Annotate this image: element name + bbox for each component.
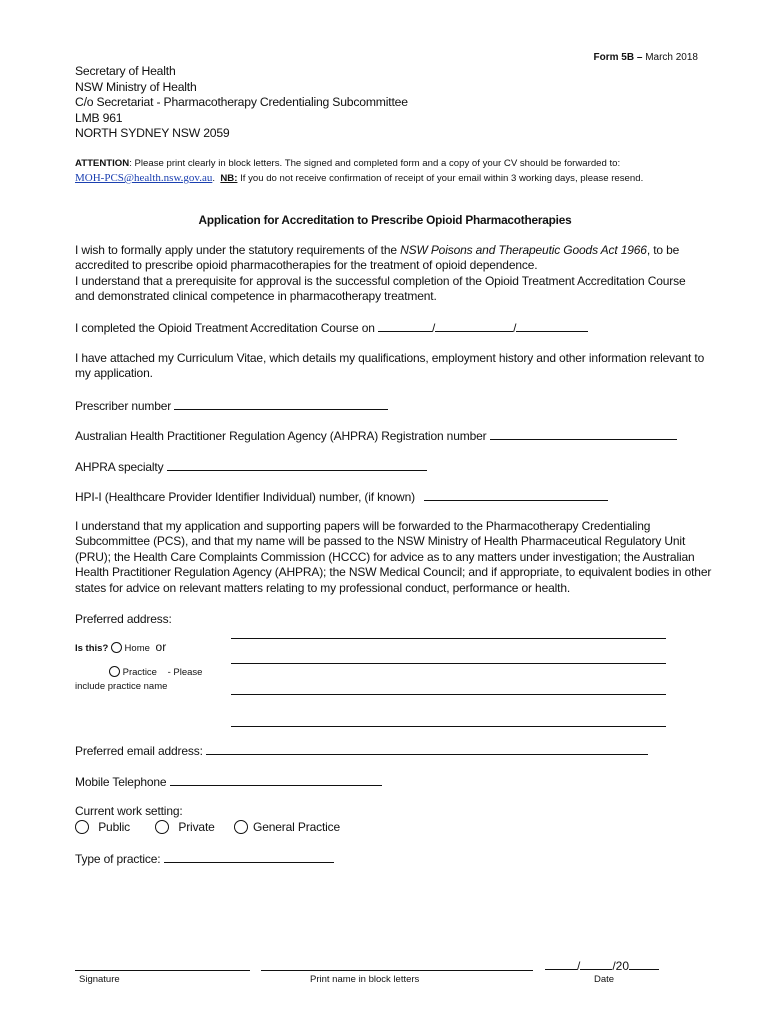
nb-text: If you do not receive confirmation of receipt of your email within 3 working days, please resend. — [237, 173, 644, 184]
prescriber-number-field[interactable] — [174, 398, 388, 410]
include-practice-name: include practice name — [75, 681, 168, 692]
email-row — [75, 743, 705, 759]
email-field[interactable] — [206, 743, 648, 755]
public-label: Public — [98, 820, 130, 834]
intro-line1-post: , to be accredited to prescribe opioid pharmacotherapies for the treatment of opioid dependence. — [75, 243, 680, 273]
intro-line2: I understand that a prerequisite for approval is the successful completion of the Opioid Treatment Accreditation Course and demonstrated clinical competence in pharmacotherapy treatment. — [75, 273, 686, 304]
course-month-field[interactable] — [435, 320, 513, 332]
address-line-3: C/o Secretariat - Pharmacotherapy Credentialing Subcommittee — [75, 95, 408, 109]
date-year-field[interactable] — [629, 958, 659, 970]
consent-paragraph: I understand that my application and supporting papers will be forwarded to the Pharmacotherapy Credentialing Subcommittee (PCS), and that my name will be passed to the NSW Ministry of Health Pharmaceutical Regulatory Unit (PRU); the Health Care Complaints Commission (HCCC) for advice as to any matters under investigation; the Australian Health Practitioner Regulation Agency (AHPRA); the NSW Medical Council; and if appropriate, to equivalent bodies in other states for advice on relevant matters relating to my professional conduct, performance or health. — [75, 519, 712, 595]
nb-label: NB: — [220, 173, 238, 184]
cv-statement: I have attached my Curriculum Vitae, which details my qualifications, employment history and other information relevant to my application. — [75, 351, 705, 381]
ahpra-registration-label: Australian Health Practitioner Regulation Agency (AHPRA) Registration number — [75, 429, 487, 443]
preferred-address-label: Preferred address: — [75, 612, 172, 626]
ahpra-registration-row — [75, 428, 705, 444]
date-label: Date — [594, 974, 615, 985]
work-setting-options — [75, 820, 705, 835]
address-type-row-practice — [109, 666, 202, 678]
general-practice-radio[interactable] — [234, 820, 248, 834]
intro-line1-pre: I wish to formally apply under the statutory requirements of the — [75, 243, 401, 257]
pcs-email-link[interactable]: MOH-PCS@health.nsw.gov.au — [75, 172, 213, 184]
hpi-i-row — [75, 489, 705, 505]
date-year-prefix: /20 — [612, 959, 630, 973]
email-label: Preferred email address: — [75, 744, 203, 758]
print-name-label: Print name in block letters — [310, 974, 420, 985]
address-line-5: NORTH SYDNEY NSW 2059 — [75, 126, 230, 140]
form-label: Form 5B – — [593, 52, 643, 63]
address-line-field-4[interactable] — [231, 726, 666, 727]
type-of-practice-label: Type of practice: — [75, 852, 161, 866]
recipient-address — [75, 64, 408, 142]
course-completed-label: I completed the Opioid Treatment Accreditation Course on — [75, 321, 375, 335]
hpi-i-field[interactable] — [424, 489, 608, 501]
address-line-field-3[interactable] — [231, 694, 666, 695]
form-title: Application for Accreditation to Prescribe Opioid Pharmacotherapies — [198, 213, 572, 227]
attention-label: ATTENTION — [75, 158, 130, 169]
practice-radio[interactable] — [109, 666, 120, 677]
address-line-4: LMB 961 — [75, 110, 123, 125]
general-practice-label: General Practice — [253, 820, 341, 834]
ahpra-specialty-label: AHPRA specialty — [75, 460, 164, 474]
please-label: - Please — [167, 667, 203, 678]
form-header — [594, 52, 699, 63]
prescriber-number-label: Prescriber number — [75, 399, 172, 413]
course-completed-row: I completed the Opioid Treatment Accreditation Course on / / — [75, 320, 705, 336]
mobile-label: Mobile Telephone — [75, 775, 167, 789]
signature-label: Signature — [79, 974, 120, 985]
date-field-row — [545, 958, 659, 973]
mobile-row — [75, 774, 705, 790]
act-name: NSW Poisons and Therapeutic Goods Act 1966 — [400, 243, 647, 257]
date-separator: / — [577, 959, 581, 973]
intro-paragraph — [75, 243, 705, 305]
type-of-practice-row — [75, 851, 705, 867]
form-date: March 2018 — [645, 52, 698, 63]
date-day-field[interactable] — [545, 958, 577, 970]
course-year-field[interactable] — [516, 320, 588, 332]
ahpra-specialty-row — [75, 459, 705, 475]
attention-dot: . — [212, 173, 216, 184]
ahpra-registration-field[interactable] — [490, 428, 677, 440]
address-line-1: Secretary of Health — [75, 64, 176, 78]
type-of-practice-field[interactable] — [164, 851, 334, 863]
or-label: or — [155, 640, 167, 654]
home-label: Home — [124, 643, 150, 654]
prescriber-number-row — [75, 398, 705, 414]
hpi-i-label: HPI-I (Healthcare Provider Identifier Individual) number, (if known) — [75, 490, 415, 504]
is-this-label: Is this? — [75, 643, 109, 654]
ahpra-specialty-field[interactable] — [167, 459, 427, 471]
signature-field[interactable] — [75, 970, 250, 971]
mobile-field[interactable] — [170, 774, 382, 786]
private-radio[interactable] — [155, 820, 169, 834]
date-month-field[interactable] — [580, 958, 612, 970]
home-radio[interactable] — [111, 642, 122, 653]
private-label: Private — [178, 820, 215, 834]
attention-note — [75, 156, 715, 186]
print-name-field[interactable] — [261, 970, 533, 971]
work-setting-label: Current work setting: — [75, 804, 183, 818]
course-day-field[interactable] — [378, 320, 432, 332]
address-line-2: NSW Ministry of Health — [75, 79, 197, 94]
address-line-field-1[interactable] — [231, 638, 666, 639]
public-radio[interactable] — [75, 820, 89, 834]
attention-text: : Please print clearly in block letters. The signed and completed form and a copy of your CV should be forwarded to: — [129, 158, 621, 169]
address-type-row-home — [75, 640, 166, 654]
address-line-field-2[interactable] — [231, 663, 666, 664]
practice-label: Practice — [122, 667, 157, 678]
